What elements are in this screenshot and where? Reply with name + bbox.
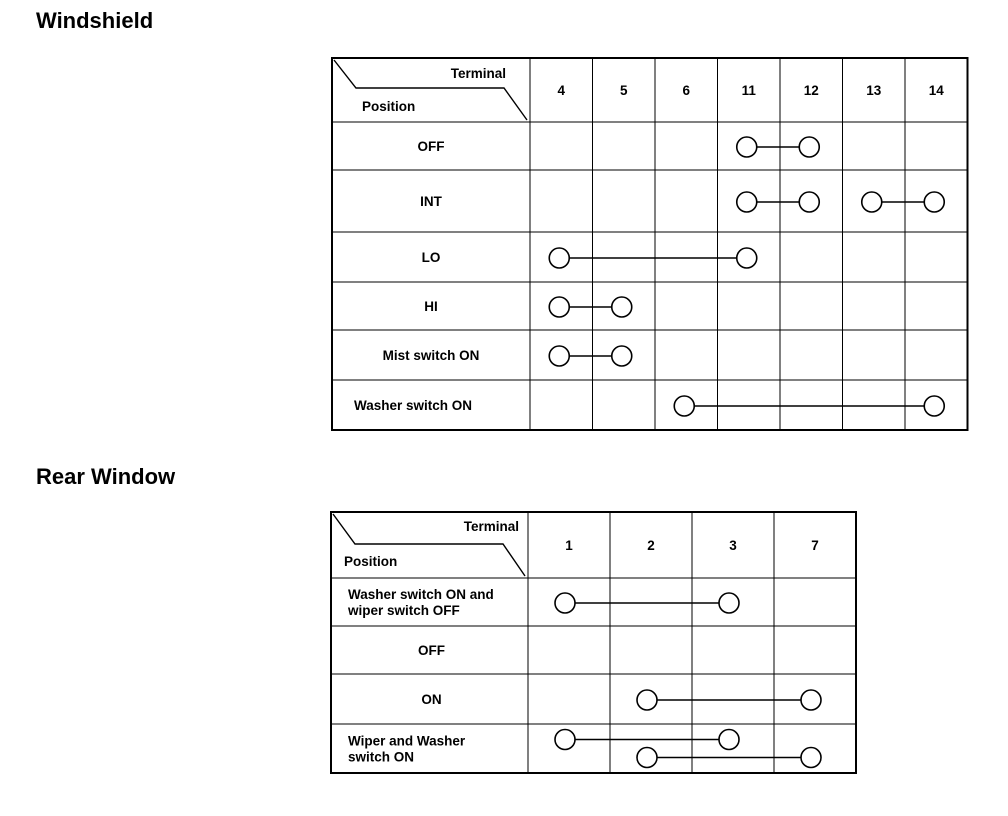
header-position-label: Position — [344, 554, 398, 569]
terminal-circle-7 — [801, 690, 821, 710]
windshield-table — [332, 58, 968, 430]
terminal-number-12: 12 — [803, 83, 819, 98]
header-terminal-label: Terminal — [450, 66, 506, 81]
row-label: Mist switch ON — [382, 348, 480, 363]
terminal-number-4: 4 — [557, 83, 566, 98]
terminal-circle-2 — [637, 690, 657, 710]
terminal-number-3: 3 — [729, 538, 737, 553]
row-label: Wiper and Washer — [348, 733, 466, 749]
row-label: OFF — [418, 643, 445, 658]
row-label: ON — [421, 692, 442, 707]
rear-window-table — [331, 512, 857, 773]
row-label: LO — [421, 250, 441, 265]
row-label: wiper switch OFF — [348, 603, 460, 618]
row-label: HI — [424, 299, 438, 314]
row-label: Washer switch ON — [354, 398, 473, 413]
terminal-circle-4 — [549, 297, 569, 317]
header-position-label: Position — [362, 99, 416, 114]
terminal-circle-7 — [801, 748, 821, 768]
terminal-number-1: 1 — [565, 538, 573, 553]
terminal-circle-11 — [737, 137, 757, 157]
terminal-circle-1 — [555, 730, 575, 750]
terminal-circle-14 — [924, 192, 944, 212]
row-label: INT — [420, 194, 442, 209]
terminal-circle-13 — [862, 192, 882, 212]
table-frame — [332, 58, 968, 430]
terminal-circle-5 — [612, 346, 632, 366]
row-label: Washer switch ON and — [348, 587, 494, 602]
terminal-circle-12 — [799, 137, 819, 157]
terminal-circle-4 — [549, 346, 569, 366]
terminal-circle-5 — [612, 297, 632, 317]
terminal-circle-14 — [924, 396, 944, 416]
table-grid — [332, 58, 968, 430]
terminal-circle-1 — [555, 593, 575, 613]
terminal-number-6: 6 — [682, 83, 691, 98]
terminal-number-13: 13 — [866, 83, 882, 98]
terminal-circle-11 — [737, 192, 757, 212]
terminal-circle-12 — [799, 192, 819, 212]
terminal-number-11: 11 — [741, 83, 756, 98]
terminal-number-5: 5 — [619, 83, 628, 98]
terminal-number-2: 2 — [647, 538, 655, 553]
terminal-number-14: 14 — [928, 83, 944, 98]
terminal-circle-4 — [549, 248, 569, 268]
row-label: OFF — [417, 139, 445, 154]
rear-window-title: Rear Window — [36, 464, 176, 489]
row-label: switch ON — [348, 749, 415, 765]
terminal-circle-3 — [719, 730, 739, 750]
terminal-circle-3 — [719, 593, 739, 613]
windshield-title: Windshield — [36, 8, 154, 33]
terminal-circle-6 — [674, 396, 694, 416]
terminal-number-7: 7 — [811, 538, 819, 553]
terminal-circle-11 — [737, 248, 757, 268]
terminal-circle-2 — [637, 748, 657, 768]
header-terminal-label: Terminal — [463, 519, 519, 534]
